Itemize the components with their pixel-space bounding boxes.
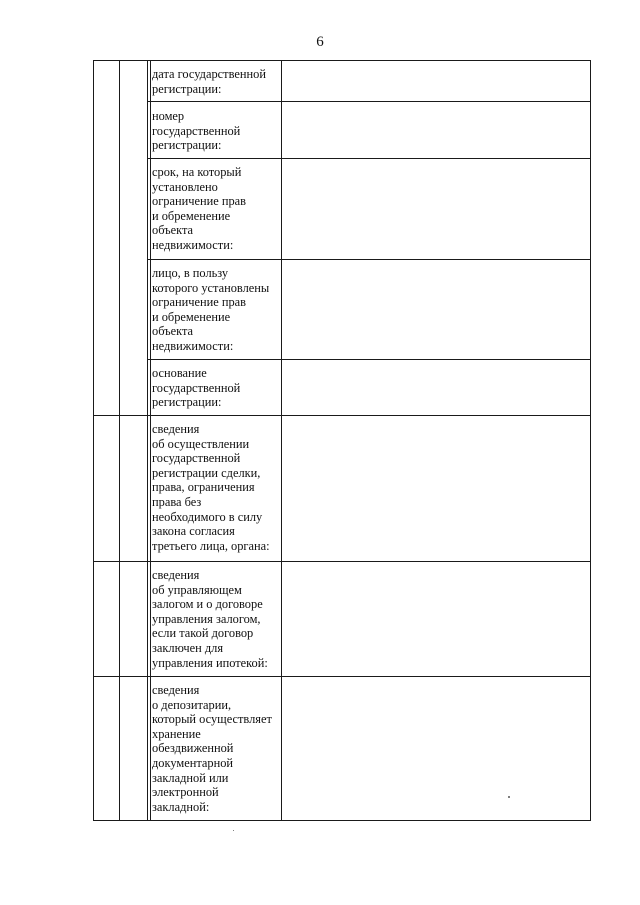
value-cell-restriction-beneficiary[interactable] <box>282 260 590 359</box>
row-label-restriction-term: срок, на который установлено ограничение прав и обременение объекта недвижимости: <box>152 165 247 252</box>
table-border-bottom <box>93 820 591 821</box>
row-label-registration-date: дата государственной регистрации: <box>152 67 266 96</box>
value-cell-transaction-without-consent[interactable] <box>282 416 590 561</box>
value-cell-registration-number[interactable] <box>282 102 590 158</box>
value-cell-pledge-manager[interactable] <box>282 562 590 676</box>
table-col-divider-1 <box>119 60 120 820</box>
scan-speck <box>233 830 234 831</box>
row-label-pledge-manager: сведения об управляющем залогом и о договоре управления залогом, если такой договор заключен для управления ипотекой: <box>152 568 268 670</box>
table-border-left <box>93 60 94 820</box>
row-label-registration-basis: основание государственной регистрации: <box>152 366 241 410</box>
table-col-divider-2 <box>147 60 148 820</box>
row-label-registration-number: номер государственной регистрации: <box>152 109 241 153</box>
value-cell-registration-basis[interactable] <box>282 360 590 415</box>
value-cell-restriction-term[interactable] <box>282 159 590 259</box>
value-cell-registration-date[interactable] <box>282 61 590 101</box>
value-cell-depositary[interactable] <box>282 677 590 820</box>
scan-speck <box>508 796 510 798</box>
row-label-transaction-without-consent: сведения об осуществлении государственной регистрации сделки, права, ограничения права без необходимого в силу закона согласия третьего лица, органа: <box>152 422 270 553</box>
page-number: 6 <box>316 34 324 50</box>
table-border-right <box>590 60 591 820</box>
table-col-divider-2b <box>150 60 151 820</box>
row-label-restriction-beneficiary: лицо, в пользу которого установлены ограничение прав и обременение объекта недвижимости: <box>152 266 270 353</box>
row-label-depositary: сведения о депозитарии, который осуществляет хранение обездвиженной документарной закладной или электронной закладной: <box>152 683 272 814</box>
